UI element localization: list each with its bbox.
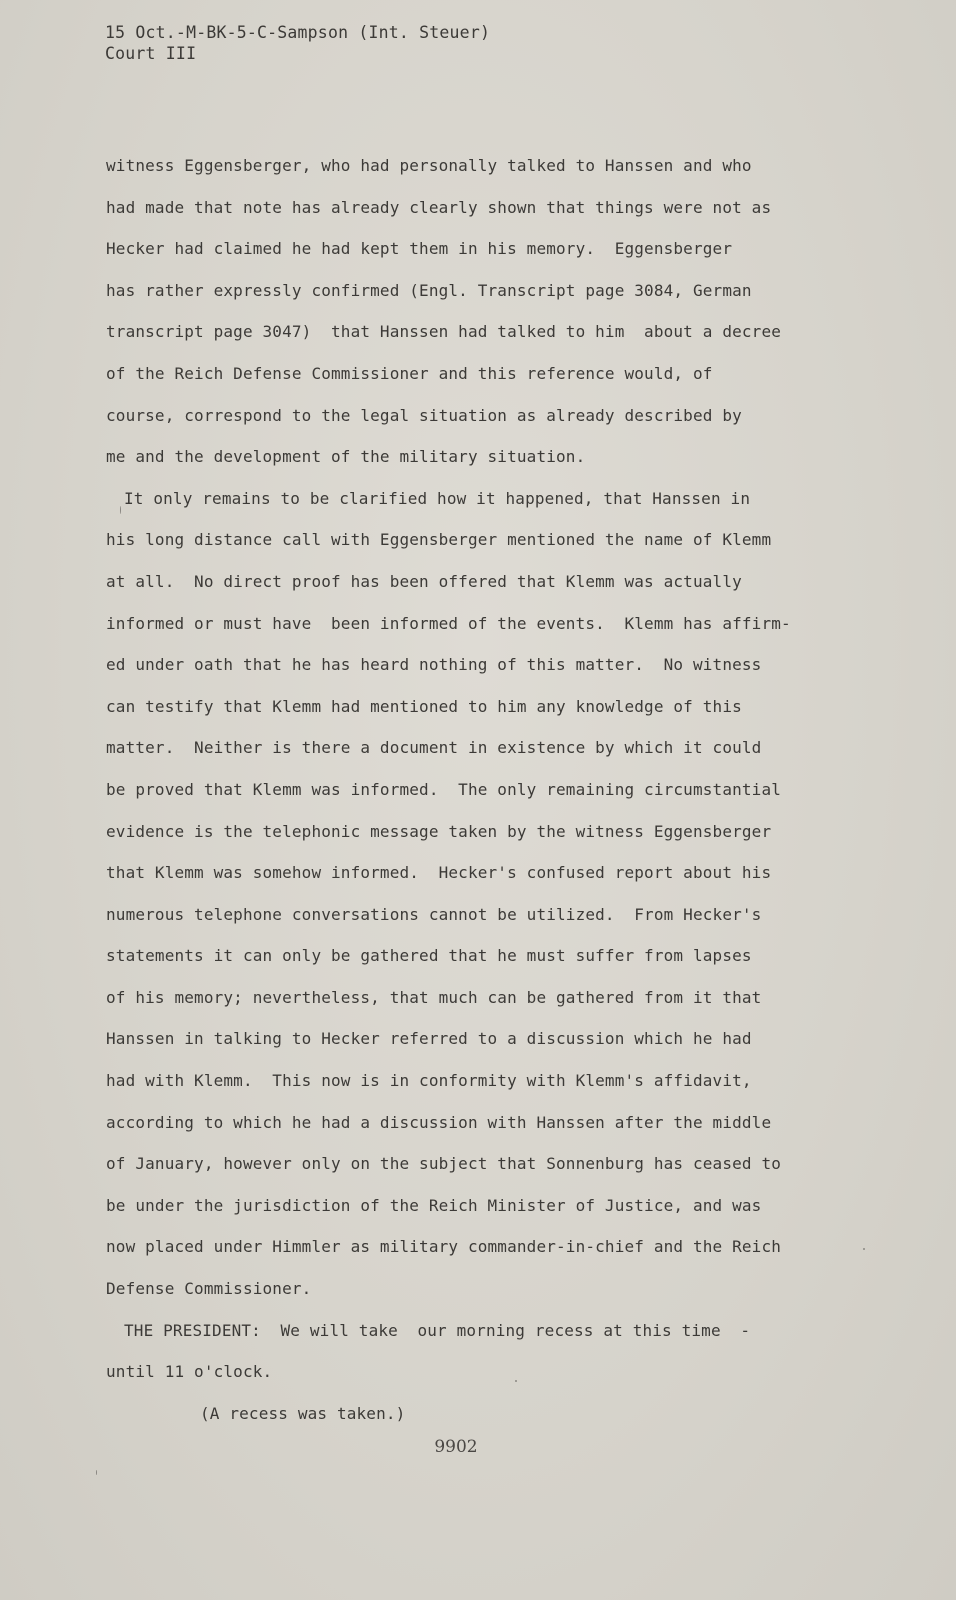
text-line: Hecker had claimed he had kept them in his memory. Eggensberger	[106, 239, 733, 259]
text-line: now placed under Himmler as military commander-in-chief and the Reich	[106, 1237, 782, 1257]
text-line: of the Reich Defense Commissioner and this reference would, of	[106, 363, 713, 383]
header-court-line: Court III	[105, 44, 197, 63]
transcript-body	[106, 145, 826, 1434]
text-line: can testify that Klemm had mentioned to him any knowledge of this	[106, 696, 742, 716]
text-line: at all. No direct proof has been offered that Klemm was actually	[106, 571, 742, 591]
paper-speck	[515, 1380, 517, 1382]
text-line: had made that note has already clearly shown that things were not as	[106, 197, 772, 217]
text-line: had with Klemm. This now is in conformity with Klemm's affidavit,	[106, 1071, 752, 1091]
document-header	[105, 22, 490, 64]
text-line: Hanssen in talking to Hecker referred to a discussion which he had	[106, 1029, 752, 1049]
paragraph-start-line: It only remains to be clarified how it happened, that Hanssen in	[124, 488, 751, 508]
text-line: be under the jurisdiction of the Reich Minister of Justice, and was	[106, 1195, 762, 1215]
text-line: his long distance call with Eggensberger mentioned the name of Klemm	[106, 530, 772, 550]
page-number: 9902	[434, 1437, 478, 1457]
recess-note: (A recess was taken.)	[200, 1403, 406, 1423]
text-line: informed or must have been informed of the events. Klemm has affirm-	[106, 613, 791, 633]
text-line: be proved that Klemm was informed. The only remaining circumstantial	[106, 779, 782, 799]
text-line: witness Eggensberger, who had personally talked to Hanssen and who	[106, 156, 752, 175]
text-line: Defense Commissioner.	[106, 1279, 312, 1299]
text-line: statements it can only be gathered that he must suffer from lapses	[106, 946, 752, 966]
text-line: of his memory; nevertheless, that much can be gathered from it that	[106, 987, 762, 1007]
president-statement-line: THE PRESIDENT: We will take our morning recess at this time -	[124, 1320, 751, 1340]
text-line: has rather expressly confirmed (Engl. Transcript page 3084, German	[106, 280, 752, 300]
text-line: evidence is the telephonic message taken by the witness Eggensberger	[106, 821, 772, 841]
paper-speck	[863, 1248, 865, 1250]
text-line: transcript page 3047) that Hanssen had talked to him about a decree	[106, 322, 782, 342]
text-line: according to which he had a discussion with Hanssen after the middle	[106, 1112, 772, 1132]
text-line: of January, however only on the subject that Sonnenburg has ceased to	[106, 1154, 782, 1174]
text-line: ed under oath that he has heard nothing of this matter. No witness	[106, 655, 762, 675]
header-session-line: 15 Oct.-M-BK-5-C-Sampson (Int. Steuer)	[105, 23, 491, 42]
text-line: matter. Neither is there a document in existence by which it could	[106, 738, 762, 758]
paper-speck	[120, 506, 121, 514]
text-line: that Klemm was somehow informed. Hecker's confused report about his	[106, 863, 772, 883]
text-line: until 11 o'clock.	[106, 1362, 273, 1382]
text-line: course, correspond to the legal situation as already described by	[106, 405, 742, 425]
text-line: me and the development of the military situation.	[106, 447, 586, 467]
text-line: numerous telephone conversations cannot be utilized. From Hecker's	[106, 904, 762, 924]
paper-speck	[96, 1470, 97, 1475]
